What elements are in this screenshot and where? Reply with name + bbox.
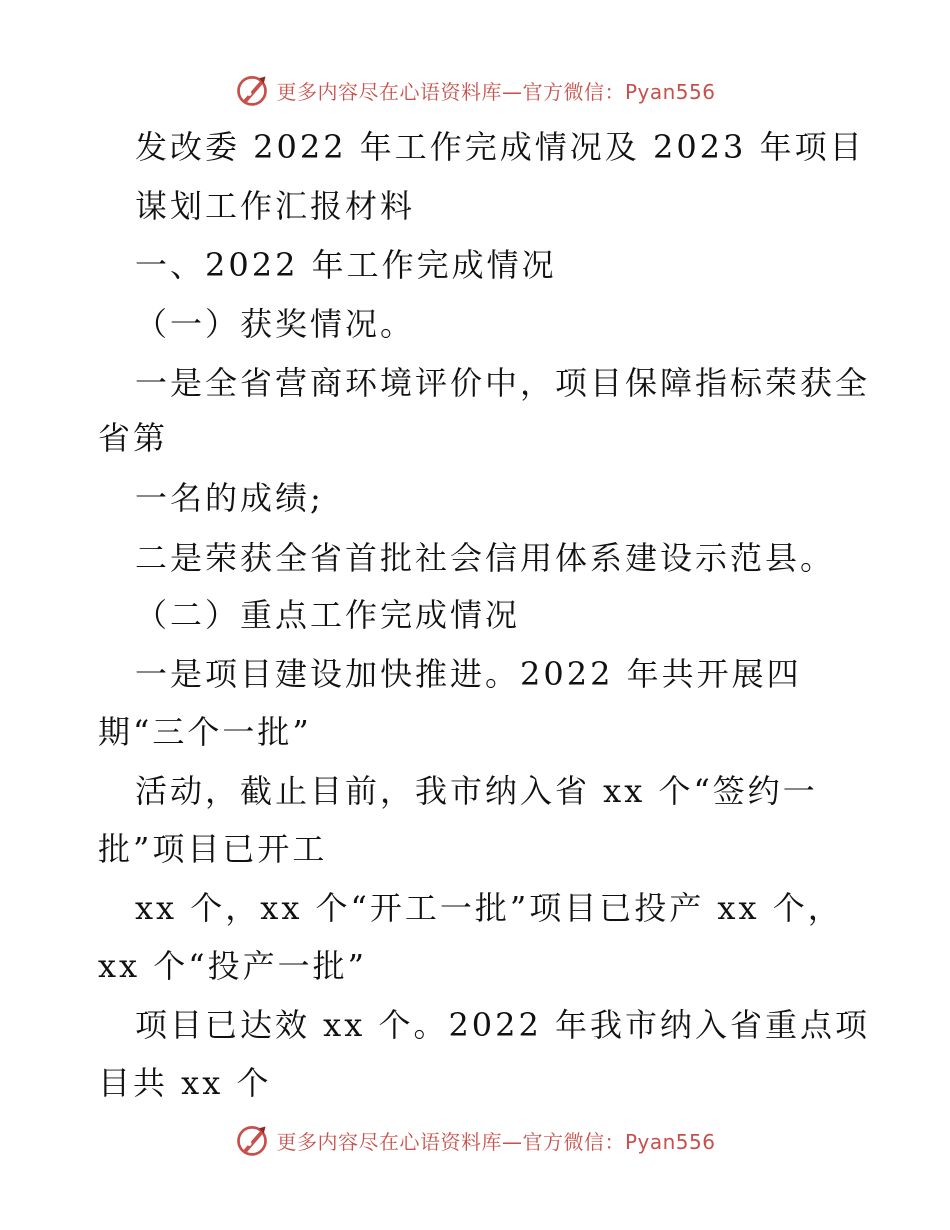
- footer-watermark: [0, 1120, 950, 1160]
- paragraph-line: 期“三个一批”: [98, 713, 312, 751]
- paragraph-line: 目共 xx 个: [98, 1064, 272, 1102]
- paragraph-line: 一是全省营商环境评价中，项目保障指标荣获全: [135, 364, 871, 402]
- quill-pen-icon: [234, 1122, 270, 1158]
- paragraph-line: xx 个，xx 个“开工一批”项目已投产 xx 个，: [135, 889, 843, 927]
- quill-pen-icon: [234, 72, 270, 108]
- doc-title-line-1: 发改委 2022 年工作完成情况及 2023 年项目: [135, 128, 865, 166]
- watermark-text: 更多内容尽在心语资料库—官方微信：Pyan556: [276, 1129, 716, 1154]
- paragraph-line: xx 个“投产一批”: [98, 947, 367, 985]
- watermark-text: 更多内容尽在心语资料库—官方微信：Pyan556: [276, 79, 716, 104]
- paragraph-line: 一名的成绩;: [135, 479, 324, 517]
- paragraph-line: 批”项目已开工: [98, 830, 328, 868]
- doc-title-line-2: 谋划工作汇报材料: [135, 187, 416, 225]
- paragraph-line: 一是项目建设加快推进。2022 年共开展四: [135, 655, 802, 693]
- subsection-heading-awards: （一）获奖情况。: [135, 305, 416, 343]
- subsection-heading-key-work: （二）重点工作完成情况: [135, 596, 521, 634]
- header-watermark: [0, 70, 950, 110]
- section-heading-1: 一、2022 年工作完成情况: [135, 246, 557, 284]
- paragraph-line: 二是荣获全省首批社会信用体系建设示范县。: [135, 539, 836, 577]
- paragraph-line: 省第: [98, 419, 169, 457]
- paragraph-line: 项目已达效 xx 个。2022 年我市纳入省重点项: [135, 1006, 871, 1044]
- paragraph-line: 活动，截止目前，我市纳入省 xx 个“签约一: [135, 772, 818, 810]
